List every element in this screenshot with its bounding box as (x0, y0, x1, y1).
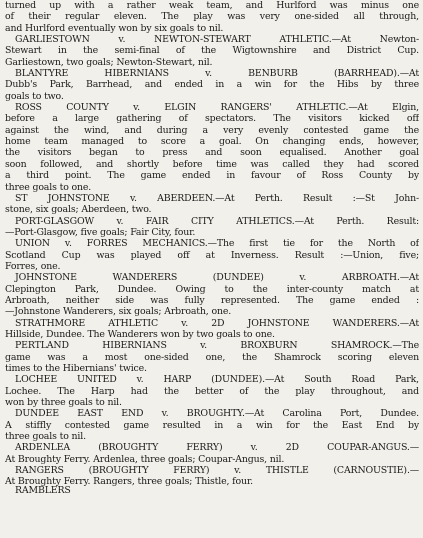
text-line: three goals to one. (5, 181, 92, 193)
text-line: RANGERS (BROUGHTY FERRY) v. THISTLE (CARNOUSTIE).— (15, 465, 419, 477)
text-line: LOCHEE UNITED v. HARP (DUNDEE).—At South Road Park, (15, 374, 419, 386)
text-line: ROSS COUNTY v. ELGIN RANGERS' ATHLETIC.—At Elgin, (15, 102, 419, 114)
text-line: —Port-Glasgow, five goals; Fair City, four. (5, 226, 196, 238)
text-line: and Hurlford eventually won by six goals to nil. (5, 22, 224, 34)
text-line: of their regular eleven. The play was very one-sided all through, (5, 11, 419, 23)
article-text (5, 0, 419, 496)
text-line: three goals to nil. (5, 431, 86, 443)
text-line: GARLIESTOWN v. NEWTON-STEWART ATHLETIC.—At Newton- (15, 34, 419, 46)
text-line: A stiffly contested game resulted in a win for the East End by (5, 419, 419, 431)
text-line: Scotland Cup was played off at Inverness. Result :—Union, five; (5, 249, 419, 261)
text-line: Dubb's Park, Barrhead, and ended in a win for the Hibs by three (5, 79, 419, 91)
text-line: Arbroath, neither side was fully represented. The game ended : (5, 294, 419, 306)
text-line: PORT-GLASGOW v. FAIR CITY ATHLETICS.—At Perth. Result: (15, 215, 419, 227)
text-line: turned up with a rather weak team, and Hurlford was minus one (5, 0, 419, 11)
text-line: RAMBLERS (15, 484, 71, 496)
text-line: game was a most one-sided one, the Shamrock scoring eleven (5, 351, 419, 363)
text-line: won by three goals to nil. (5, 397, 122, 409)
text-line: Forres, one. (5, 260, 61, 272)
text-line: ST JOHNSTONE v. ABERDEEN.—At Perth. Result :—St John- (15, 192, 419, 204)
text-line: At Broughty Ferry. Ardenlea, three goals; Coupar-Angus, nil. (5, 453, 285, 465)
text-line: times to the Hibernians' twice. (5, 363, 147, 374)
text-line: ARDENLEA (BROUGHTY FERRY) v. 2D COUPAR-ANGUS.— (15, 442, 419, 454)
text-line: against the wind, and during a very evenly contested game the (5, 124, 419, 136)
text-line: STRATHMORE ATHLETIC v. 2D JOHNSTONE WANDERERS.—At (15, 317, 419, 329)
text-line: At Broughty Ferry. Rangers, three goals; Thistle, four. (5, 476, 253, 488)
text-line: Hillside, Dundee. The Wanderers won by two goals to one. (5, 328, 275, 340)
text-line: UNION v. FORRES MECHANICS.—The first tie for the North of (15, 238, 419, 250)
text-line: Stewart in the semi-final of the Wigtownshire and District Cup. (5, 45, 419, 57)
text-line: before a large gathering of spectators. The visitors kicked off (5, 113, 419, 125)
text-line: goals to two. (5, 90, 64, 102)
text-line: PERTLAND HIBERNIANS v. BROXBURN SHAMROCK.—The (15, 340, 419, 352)
text-line: BLANTYRE HIBERNIANS v. BENBURB (BARRHEAD).—At (15, 68, 419, 80)
text-line: stone, six goals; Aberdeen, two. (5, 204, 152, 216)
text-line: soon followed, and shortly before time was called they had scored (5, 158, 419, 170)
text-line: —Johnstone Wanderers, six goals; Arbroath, one. (5, 306, 232, 318)
text-line: DUNDEE EAST END v. BROUGHTY.—At Carolina Port, Dundee. (15, 408, 419, 420)
text-line: JOHNSTONE WANDERERS (DUNDEE) v. ARBROATH.—At (15, 272, 419, 284)
text-line: a third point. The game ended in favour of Ross County by (5, 170, 419, 182)
text-line: home team managed to score a goal. On changing ends, however, (5, 136, 419, 148)
text-line: Clepington Park, Dundee. Owing to the inter-county match at (5, 283, 419, 295)
text-line: Lochee. The Harp had the better of the play throughout, and (5, 385, 419, 397)
text-line: Garliestown, two goals; Newton-Stewart, nil. (5, 56, 213, 68)
text-line: the visitors began to press and soon equalised. Another goal (5, 147, 419, 159)
